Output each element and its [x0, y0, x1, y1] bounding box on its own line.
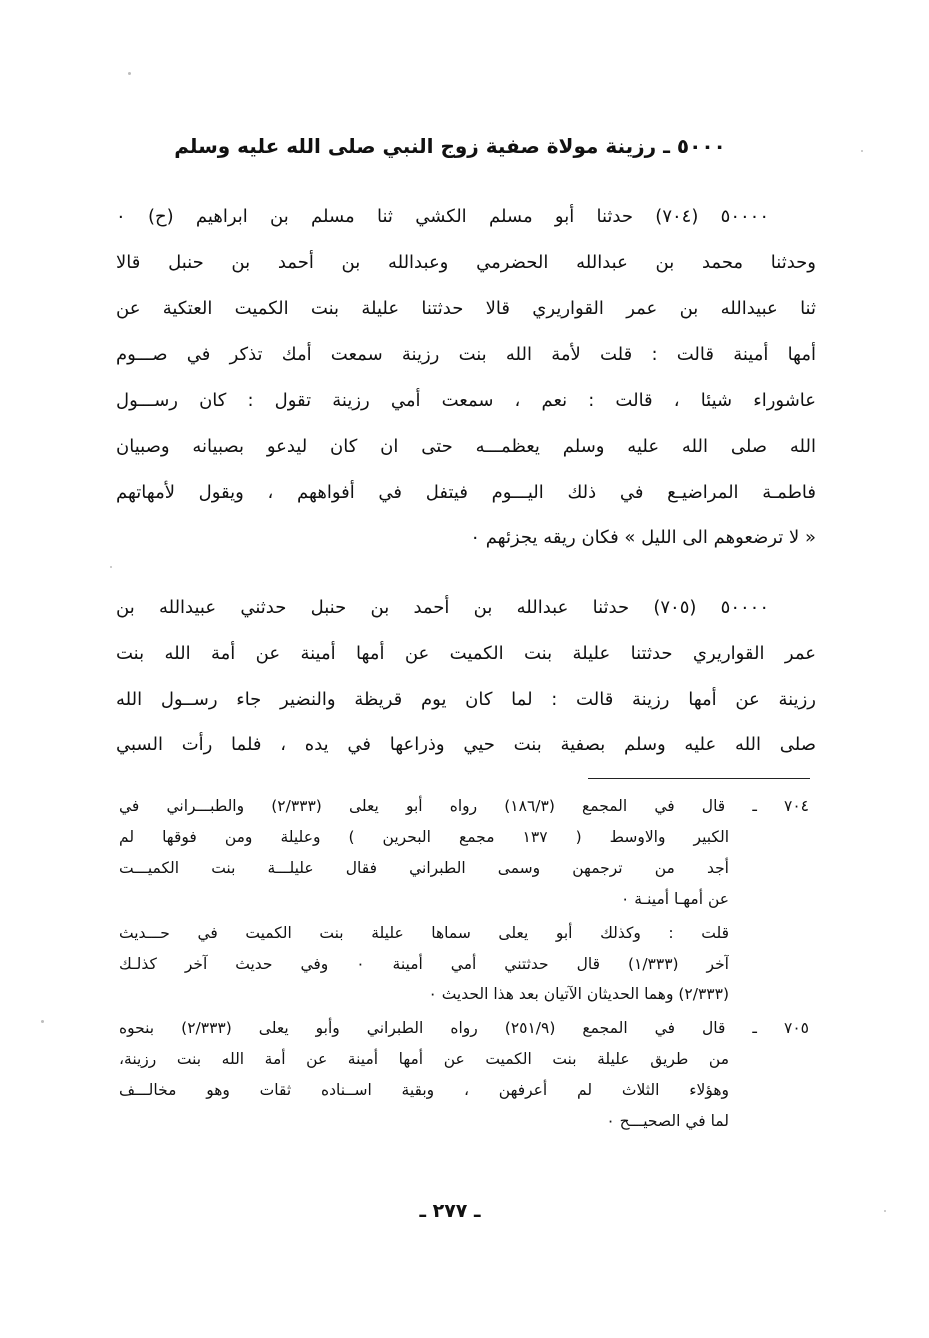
- text-line: فاطمـة المراضيـع في ذلك اليـــوم فيتفل في أفواههم ، ويقول لأمهاتهم: [116, 482, 816, 503]
- text-line: أمها أمينة قالت : قلت لأمة الله بنت رزينة سمعت أمك تذكر في صـــوم: [116, 344, 816, 365]
- text-line: الله صلى الله عليه وسلم يعظمـــه حتى ان كان ليدعو بصبيانه وصبيان: [116, 436, 816, 457]
- footnote-separator: [588, 778, 810, 779]
- footnote-line: (٢/٣٣٣) وهما الحديثان الآتيان بعد هذا الحديث ٠: [428, 985, 729, 1003]
- text-line: رزينة عن أمها رزينة قالت : لما كان يوم قريظة والنضير جاء رســول الله: [116, 689, 816, 710]
- footnote-line: عن أمهـا أمينـة ٠: [621, 890, 729, 908]
- text-line: ٥٠٠٠٠ (٧٠٤) حدثنا أبو مسلم الكشي ثنا مسلم بن ابراهيم (ح) ٠: [116, 206, 769, 227]
- text-line: ٥٠٠٠٠ (٧٠٥) حدثنا عبدالله بن أحمد بن حنبل حدثني عبيدالله بن: [116, 597, 769, 618]
- footnote-line: لما في الصحيـــح ٠: [606, 1112, 729, 1130]
- footnote-line: من طريق عليلة بنت الكميت عن أمها أمينة عن أمة الله بنت رزينة،: [119, 1050, 729, 1068]
- footnote-line: قلت : وكذلك أبو يعلى سماها عليلة بنت الكميت في حـــديث: [119, 924, 729, 942]
- text-line: وحدثنا محمد بن عبدالله الحضرمي وعبدالله بن أحمد بن حنبل قالا: [116, 252, 816, 273]
- footnote-line: أجد من ترجمهن وسمى الطبراني فقال عليلـــة بنت الكميـــت: [119, 859, 729, 877]
- footnote-line: ٧٠٥ ـ قال في المجمع (٢٥١/٩) رواه الطبراني وأبو يعلى (٢/٣٣٣) بنحوه: [119, 1019, 809, 1037]
- scan-speck: [110, 566, 112, 568]
- footnote-line: وهؤلاء الثلاث لم أعرفهن ، وبقية اســناده ثقات وهو مخالـــف: [119, 1081, 729, 1099]
- text-line: صلى الله عليه وسلم بصفية بنت حيي وذراعها في يده ، فلما رأت السبي: [116, 734, 816, 755]
- footnote-line: ٧٠٤ ـ قال في المجمع (١٨٦/٣) رواه أبو يعلى (٢/٣٣٣) والطبـــراني في: [119, 797, 809, 815]
- footnote-line: آخر (١/٣٣٣) قال حدثتني أمي أمينة ٠ وفي حديث آخر كذلـك: [119, 955, 729, 973]
- footnote-line: الكبير والاوسط ( ١٣٧ مجمع البحرين ) وعليلة ومن فوقها لم: [119, 828, 729, 846]
- text-line: عمر القواريري حدثتنا عليلة بنت الكميت عن أمها أمينة عن أمة الله بنت: [116, 643, 816, 664]
- page-number: ـ ٢٧٧ ـ: [419, 1200, 481, 1222]
- scan-speck: [861, 150, 863, 152]
- scan-speck: [41, 1020, 44, 1023]
- section-title: ٥٠٠٠ ـ رزينة مولاة صفية زوج النبي صلى الله عليه وسلم: [174, 134, 726, 158]
- scan-speck: [884, 1210, 886, 1212]
- scan-speck: [128, 72, 131, 75]
- text-line: ثنا عبيدالله بن عمر القواريري قالا حدثتنا عليلة بنت الكميت العتكية عن: [116, 298, 816, 319]
- text-line: « لا ترضعوهم الى الليل » فكان ريقه يجزئهم ٠: [470, 527, 816, 548]
- text-line: عاشوراء شيئا ، قالت : نعم ، سمعت أمي رزينة تقول : كان رســـول: [116, 390, 816, 411]
